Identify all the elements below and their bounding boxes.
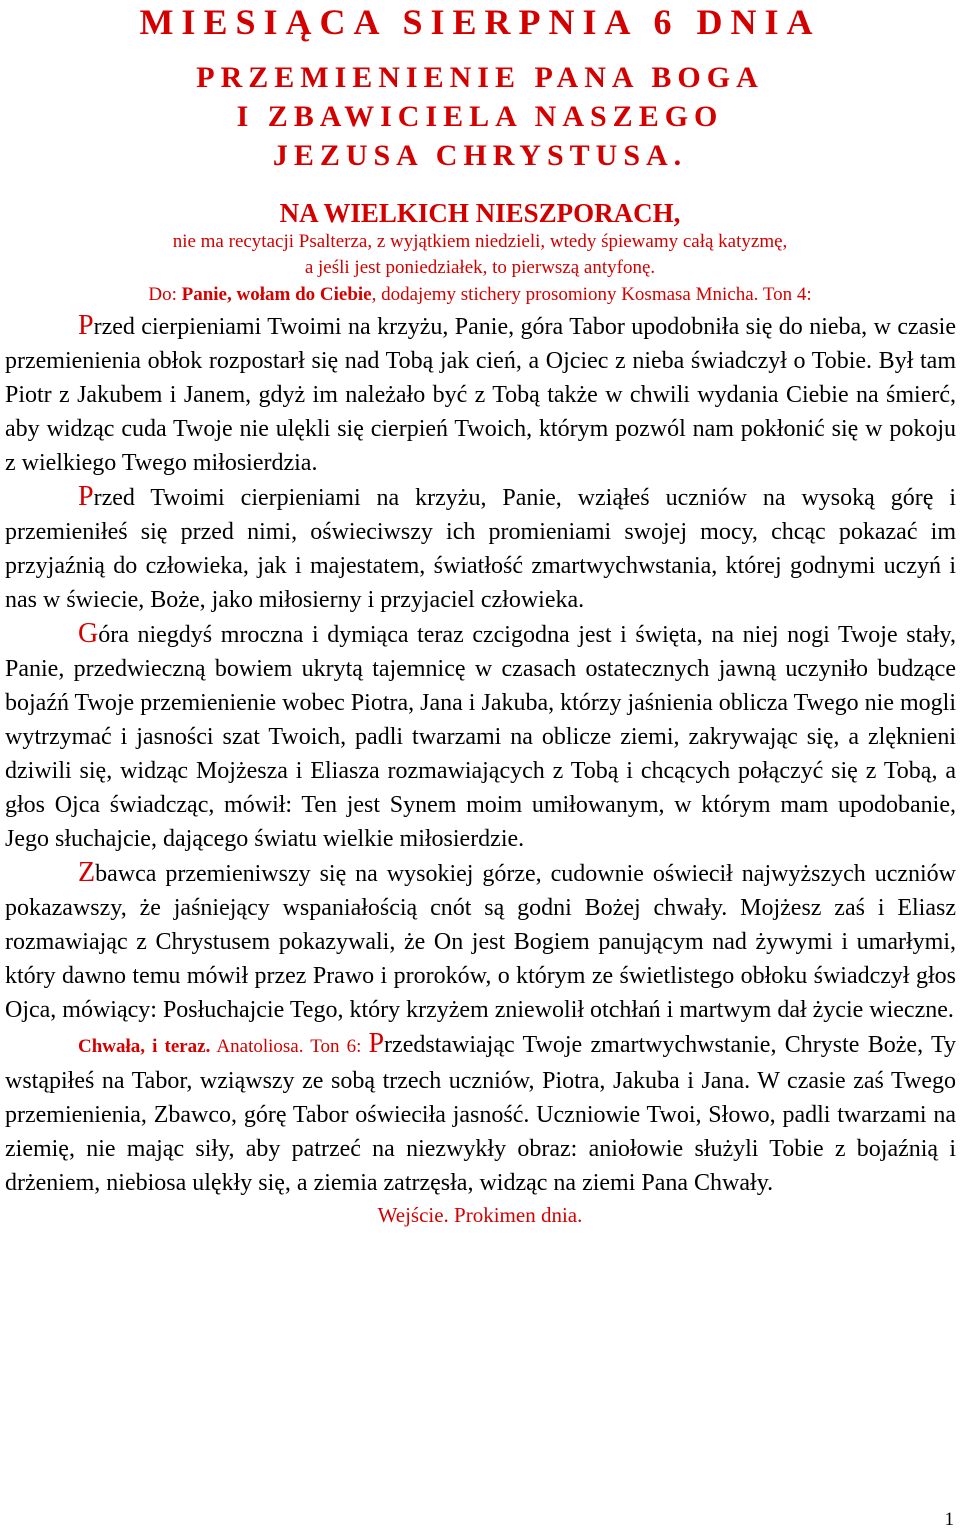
sticheron-1-initial: P [78,310,94,341]
feast-title-line-2: I ZBAWICIELA NASZEGO [236,100,724,133]
closing-rubric: Wejście. Prokimen dnia. [377,1203,583,1227]
sticheron-4-initial: Z [78,857,96,888]
sticheron-2-text: rzed Twoimi cierpieniami na krzyżu, Panie, wziąłeś uczniów na wysoką górę i przemieniłeś się przed nimi, oświeciwszy ich promieniami swojej mocy, chcąc pokazać im przyjaźnią do człowieka, jak i majestatem, światłość zmartwychwstania, której godnymi uczyń i nas w świecie, Boże, jako miłosierny i przyjaciel człowieka. [5,485,956,613]
sticheron-3 [5,617,956,856]
sticheron-4-text: bawca przemieniwszy się na wysokiej górze, cudownie oświecił najwyższych uczniów pokazawszy, że jaśniejący wspaniałością cnót są godni Bożej chwały. Mojżesz zaś i Eliasz rozmawiając z Chrystusem pokazywali, że On jest Bogiem panującym nad żywymi i umarłymi, który dawno temu mówił przez Prawo i proroków, o którym ze świetlistego obłoku świadczył głos Ojca, mówiący: Posłuchajcie Tego, który krzyżem zniewolił otchłań i martwym dał życie wieczne. [5,861,956,1023]
sticheron-2 [5,480,956,617]
page-number: 1 [944,1509,954,1530]
do-prefix: Do: [148,284,182,305]
vespers-rubric-line-1: nie ma recytacji Psalterza, z wyjątkiem niedzieli, wtedy śpiewamy całą katyzmę, [172,231,788,252]
feast-title-line-1: PRZEMIENIENIE PANA BOGA [196,61,764,94]
do-suffix: , dodajemy stichery prosomiony Kosmasa Mnicha. [371,284,763,305]
sticheron-4 [5,856,956,1027]
do-psalm-incipit: Panie, wołam do Ciebie [181,284,372,305]
glory-tone: Ton 6: [303,1036,369,1057]
sticheron-1 [5,309,956,480]
glory-label: Chwała, i teraz. [78,1036,211,1057]
sticheron-3-initial: G [78,618,99,649]
sticheron-1-text: rzed cierpieniami Twoimi na krzyżu, Panie, góra Tabor upodobniła się do nieba, w czasie przemienienia obłok rozpostarł się nad Tobą jak cień, a Ojciec z nieba świadczył o Tobie. Był tam Piotr z Jakubem i Janem, gdyż im należało być z Tobą także w chwili wydania Ciebie na śmierć, aby widząc cuda Twoje nie ulękli się cierpień Twoich, którym pozwól nam pokłonić się w pokoju z wielkiego Twego miłosierdzia. [5,314,956,476]
sticheron-3-text: óra niegdyś mroczna i dymiąca teraz czcigodna jest i święta, na niej nogi Twoje stały, Panie, przedwieczną bowiem ukrytą tajemnicę w czasach ostatecznych jawną uczyniło budzące bojaźń Twoje przemienienie wobec Piotra, Jana i Jakuba, którzy jaśnienia oblicza Twego nie mogli wytrzymać i jasności szat Twoich, padli twarzami na oblicze ziemi, zakrywając się, a zlęknieni dziwili się, widząc Mojżesza i Eliasza rozmawiających z Tobą i chcących połączyć się z Tobą, a głos Ojca świadcząc, mówił: Ten jest Synem moim umiłowanym, w którym mam upodobanie, Jego słuchajcie, dającego światu wielkie miłosierdzie. [5,622,956,852]
glory-initial: P [368,1028,385,1059]
sticheron-2-initial: P [78,481,94,512]
glory-source: Anatoliosa. [210,1036,304,1057]
feast-title-line-3: JEZUSA CHRYSTUSA. [272,139,688,172]
glory-sticheron [5,1027,956,1200]
vespers-rubric-line-2: a jeśli jest poniedziałek, to pierwszą antyfonę. [304,257,656,278]
vespers-heading: NA WIELKICH NIESZPORACH, [279,198,681,228]
do-rubric [0,281,960,309]
stichera-body [0,309,960,1200]
page-title: MIESIĄCA SIERPNIA 6 DNIA [139,2,821,42]
glory-text: rzedstawiając Twoje zmartwychwstanie, Chryste Boże, Ty wstąpiłeś na Tabor, wziąwszy ze sobą trzech uczniów, Piotra, Jakuba i Jana. W czasie zaś Twego przemienienia, Zbawco, górę Tabor oświeciła jasność. Uczniowie Twoi, Słowo, padli twarzami na ziemię, nie mając siły, aby patrzeć na niezwykły obraz: aniołowie służyli Tobie z bojaźnią i drżeniem, niebiosa ulękły się, a ziemia zatrzęsła, widząc na ziemi Pana Chwały. [5,1032,956,1196]
feast-title [0,58,960,175]
tone-label: Ton 4: [762,284,812,305]
